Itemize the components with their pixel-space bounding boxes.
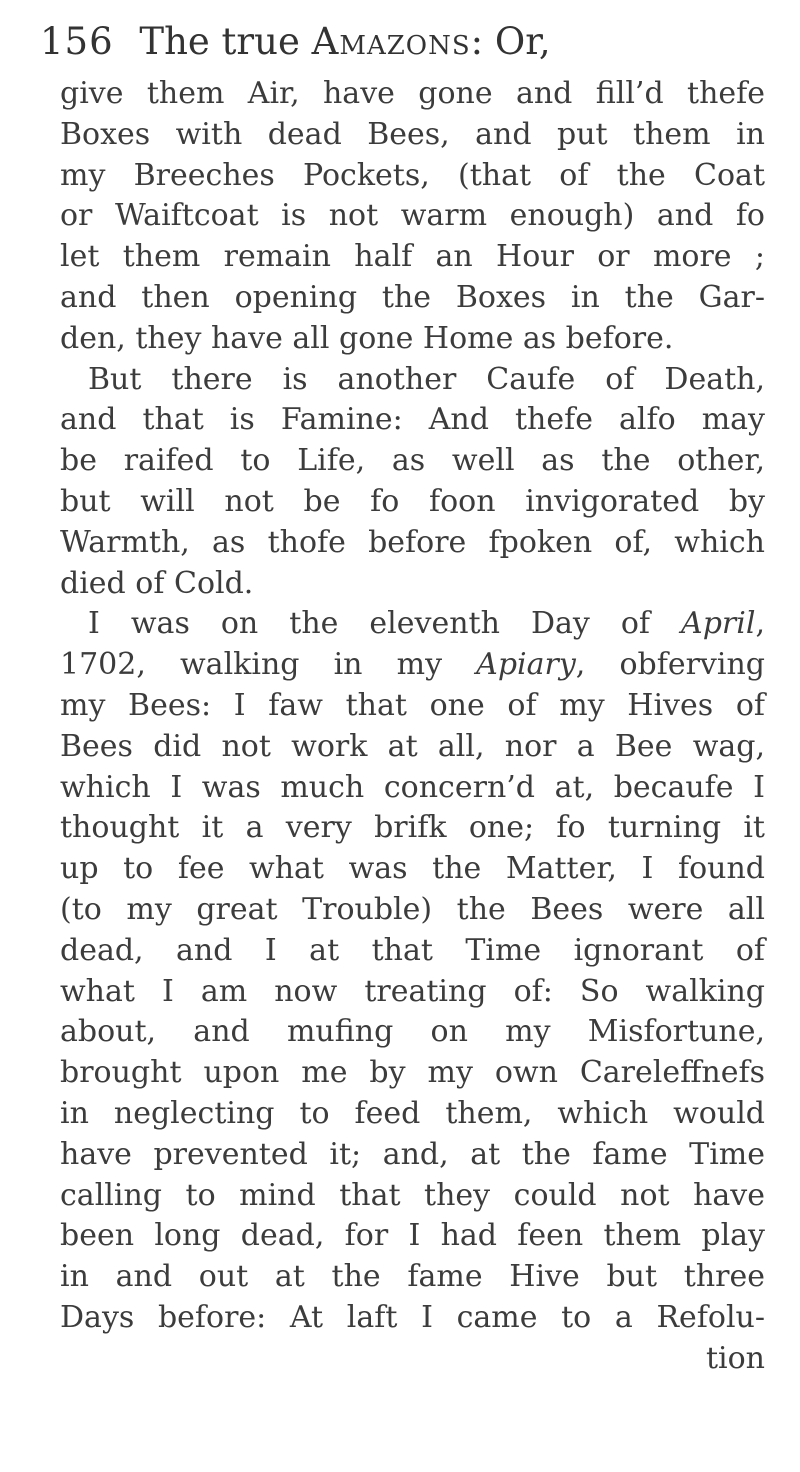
- text-line-2: Boxes with dead Bees, and put them in: [60, 116, 765, 152]
- text-line-5: let them remain half an Hour or more ;: [60, 239, 765, 275]
- text-line-27: have prevented it; and, at the fame Time: [60, 1136, 765, 1172]
- running-title: The true: [139, 20, 300, 63]
- text-line-25: brought upon me by my own Careleffnefs: [60, 1055, 765, 1091]
- running-title-smallcaps: Amazons: [311, 20, 471, 63]
- text-line-26: in neglecting to feed them, which would: [60, 1095, 765, 1131]
- text-line-14-post: ,: [755, 606, 765, 642]
- text-line-24: about, and mufing on my Misfortune,: [60, 1014, 765, 1050]
- text-line-31: Days before: At laft I came to a Refolu-: [60, 1299, 765, 1335]
- text-line-15: [60, 645, 765, 686]
- running-head: [40, 20, 551, 64]
- text-line-8: But there is another Caufe of Death,: [88, 361, 765, 397]
- text-line-21: (to my great Trouble) the Bees were all: [60, 891, 765, 927]
- text-line-15-pre: 1702, walking in my: [60, 647, 477, 683]
- text-line-15-em: Apiary: [476, 647, 576, 683]
- text-line-12: Warmth, as thofe before fpoken of, which: [60, 524, 765, 560]
- text-line-14-em: April: [681, 606, 756, 642]
- text-line-22: dead, and I at that Time ignorant of: [60, 932, 765, 968]
- text-line-1: give them Air, have gone and fill’d thefe: [60, 76, 765, 111]
- text-line-4: or Waiftcoat is not warm enough) and fo: [60, 198, 765, 234]
- catchword: tion: [705, 1340, 765, 1376]
- text-line-14: [60, 604, 765, 645]
- text-line-18: which I was much concern’d at, becaufe I: [60, 769, 765, 805]
- running-title-tail: : Or,: [470, 20, 551, 63]
- text-line-10: be raifed to Life, as well as the other,: [60, 443, 765, 479]
- text-line-17: Bees did not work at all, nor a Bee wag,: [60, 728, 765, 764]
- text-line-19: thought it a very brifk one; fo turning it: [60, 810, 765, 846]
- text-line-3: my Breeches Pockets, (that of the Coat: [60, 157, 765, 193]
- text-line-16: my Bees: I faw that one of my Hives of: [60, 687, 765, 723]
- text-line-7: den, they have all gone Home as before.: [60, 320, 674, 356]
- text-line-20: up to fee what was the Matter, I found: [60, 851, 765, 887]
- body-text: [60, 74, 765, 1380]
- text-line-28: calling to mind that they could not have: [60, 1177, 765, 1213]
- text-line-14-pre: I was on the eleventh Day of: [88, 606, 682, 642]
- text-line-11: but will not be fo foon invigorated by: [60, 483, 765, 519]
- text-line-23: what I am now treating of: So walking: [60, 973, 765, 1009]
- text-line-30: in and out at the fame Hive but three: [60, 1259, 765, 1295]
- page-number: 156: [40, 20, 114, 63]
- text-line-13: died of Cold.: [60, 565, 254, 601]
- text-line-6: and then opening the Boxes in the Gar-: [60, 279, 765, 315]
- text-line-29: been long dead, for I had feen them play: [60, 1218, 765, 1254]
- text-line-15-post: , obferving: [575, 647, 765, 683]
- text-line-9: and that is Famine: And thefe alfo may: [60, 402, 765, 438]
